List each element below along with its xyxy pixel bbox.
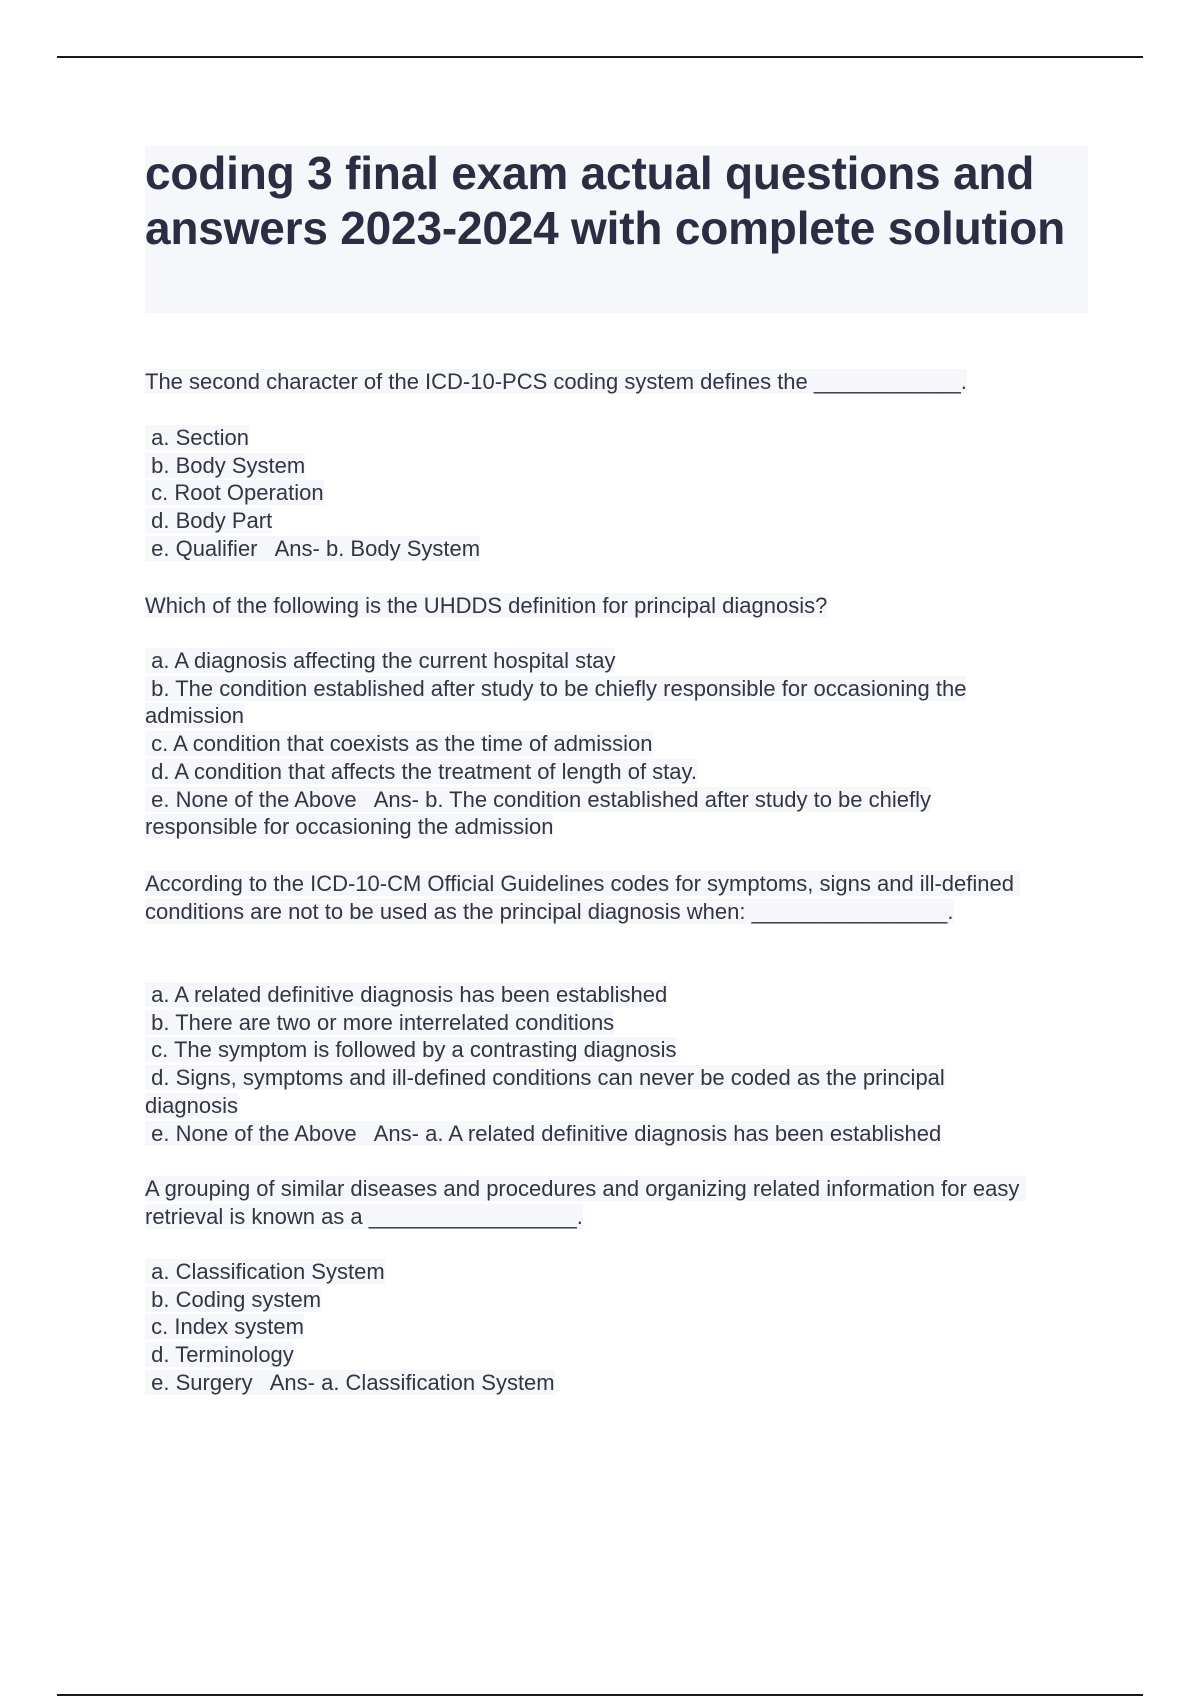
option-with-answer: responsible for occasioning the admission bbox=[145, 814, 554, 840]
option: a. A diagnosis affecting the current hospital stay bbox=[145, 648, 616, 673]
option-with-answer: e. None of the Above Ans- b. The condition established after study to be chiefly bbox=[145, 786, 931, 812]
question-3 bbox=[145, 870, 1045, 925]
option-with-answer: e. Qualifier Ans- b. Body System bbox=[145, 535, 481, 561]
option-with-answer: e. Surgery Ans- a. Classification System bbox=[145, 1369, 555, 1395]
option-with-answer: e. None of the Above Ans- a. A related definitive diagnosis has been established bbox=[145, 1120, 942, 1146]
option: c. The symptom is followed by a contrasting diagnosis bbox=[145, 1037, 677, 1063]
option: b. The condition established after study to be chiefly responsible for occasioning the bbox=[145, 675, 967, 701]
question-4-prompt: A grouping of similar diseases and procedures and organizing related information for easy retrieval is known as a _________________. bbox=[145, 1176, 1026, 1229]
option: d. Signs, symptoms and ill-defined conditions can never be coded as the principal bbox=[145, 1065, 945, 1091]
question-2 bbox=[145, 592, 1065, 620]
option: b. Coding system bbox=[145, 1286, 322, 1312]
question-1-options bbox=[145, 424, 1070, 563]
bottom-rule bbox=[57, 1694, 1143, 1696]
question-2-prompt: Which of the following is the UHDDS definition for principal diagnosis? bbox=[145, 593, 828, 618]
top-rule bbox=[57, 56, 1143, 58]
option: b. There are two or more interrelated conditions bbox=[145, 1009, 615, 1035]
document-title: coding 3 final exam actual questions and answers 2023-2024 with complete solution bbox=[145, 147, 1065, 254]
option: a. A related definitive diagnosis has been established bbox=[145, 982, 668, 1007]
option: a. Classification System bbox=[145, 1259, 385, 1284]
question-4 bbox=[145, 1175, 1055, 1230]
option: c. Root Operation bbox=[145, 480, 324, 506]
question-3-options bbox=[145, 981, 1070, 1147]
option: admission bbox=[145, 703, 245, 729]
question-1-prompt: The second character of the ICD-10-PCS coding system defines the ____________. bbox=[145, 369, 967, 394]
option: c. Index system bbox=[145, 1314, 304, 1340]
option: d. Body Part bbox=[145, 508, 273, 534]
option: a. Section bbox=[145, 425, 249, 450]
option: d. Terminology bbox=[145, 1342, 294, 1368]
question-1 bbox=[145, 368, 1065, 396]
option: c. A condition that coexists as the time of admission bbox=[145, 731, 653, 757]
option: diagnosis bbox=[145, 1092, 238, 1118]
question-3-prompt: According to the ICD-10-CM Official Guidelines codes for symptoms, signs and ill-defined conditions are not to be used as the principal diagnosis when: ________________. bbox=[145, 871, 1021, 924]
option: d. A condition that affects the treatment of length of stay. bbox=[145, 758, 697, 784]
option: b. Body System bbox=[145, 452, 306, 478]
question-2-options bbox=[145, 647, 1070, 841]
question-4-options bbox=[145, 1258, 1070, 1397]
